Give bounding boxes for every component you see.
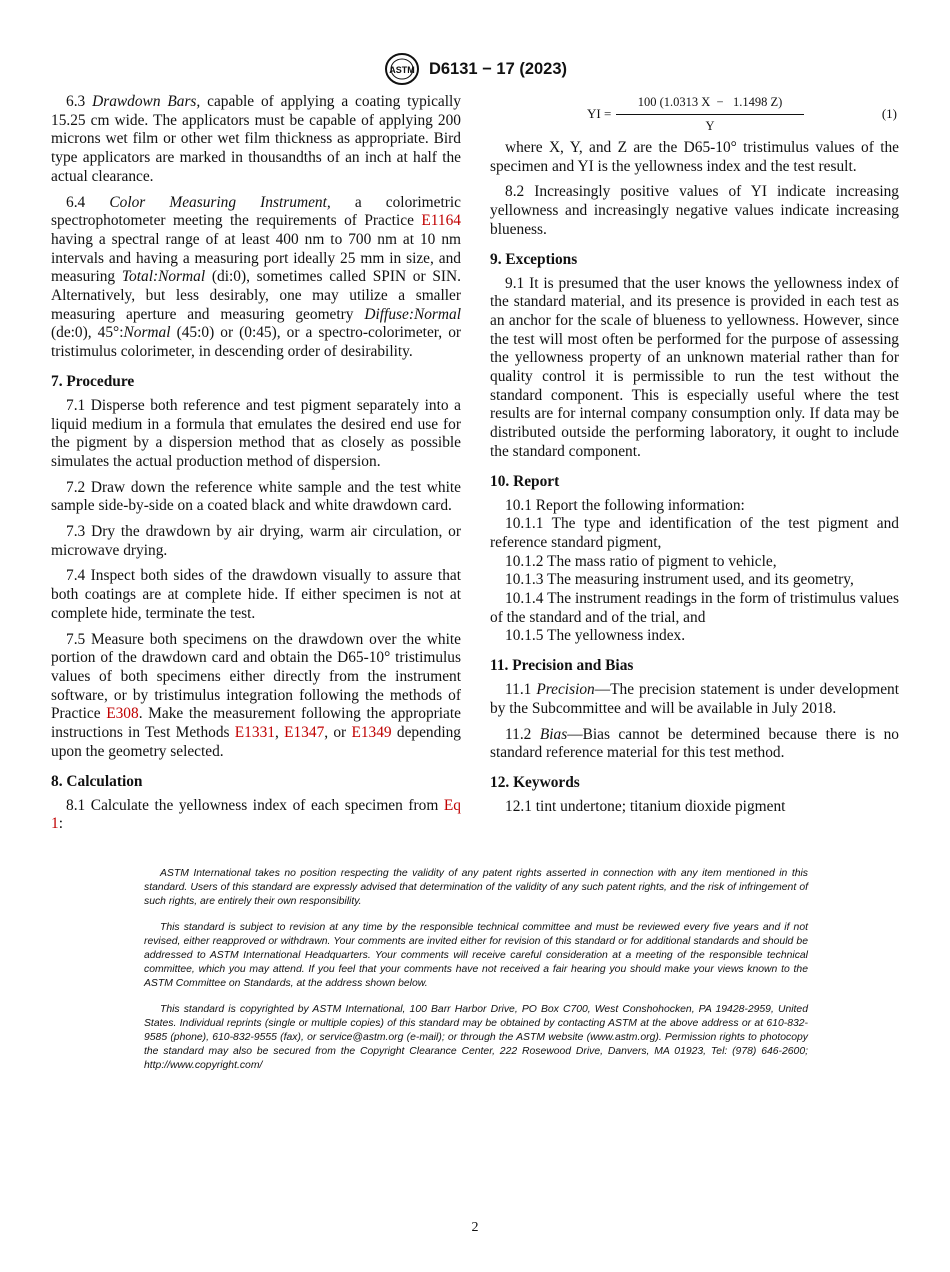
link-eq-1[interactable]: Eq 1 xyxy=(51,796,461,833)
report-item: 10.1 Report the following information: xyxy=(505,496,745,514)
revision-notice: This standard is subject to revision at any time by the responsible technical committee and must be reviewed every five years and if not revised, either reapproved or withdrawn. Your comments are invited either for revision of this standard or for additional standards and should be addressed to ASTM International Headquarters. Your comments will receive careful consideration at a meeting of the responsible technical committee, which you may attend. If you feel that your comments have not received a fair hearing you should make your views known to the ASTM Committee on Standards, at the address shown below. xyxy=(144,922,808,989)
equation-fraction xyxy=(616,93,804,135)
page-number: 2 xyxy=(471,1220,479,1235)
link-e308[interactable]: E308 xyxy=(106,705,139,723)
yellowness-equation xyxy=(490,93,899,135)
right-column xyxy=(490,93,899,824)
link-e1347[interactable]: E1347 xyxy=(284,724,325,742)
report-item: 10.1.4 The instrument readings in the form of tristimulus values of the standard and of the trial, and xyxy=(490,590,899,626)
report-item: 10.1.1 The type and identification of the test pigment and reference standard pigment, xyxy=(490,515,899,551)
equation-denominator: Y xyxy=(705,118,715,133)
section-7-2: 7.2 Draw down the reference white sample and the test white sample side-by-side on a coated black and white drawdown card. xyxy=(51,478,461,515)
report-item: 10.1.3 The measuring instrument used, and its geometry, xyxy=(505,571,854,589)
left-column xyxy=(51,93,461,841)
standard-designation: D6131 − 17 (2023) xyxy=(428,59,568,78)
section-10-heading: 10. Report xyxy=(490,472,560,490)
link-e1349[interactable]: E1349 xyxy=(351,724,392,742)
section-9-1: 9.1 It is presumed that the user knows the yellowness index of the standard material, and its presence is provided in each test as an anchor for the scale of blueness to yellowness. However, since the test will most often be performed for the purpose of assessing the yellowness property of an unknown material rather than for quality control it is permissible to run the test without the standard component. This is especially useful where the test results are for internal company consumption only. If data may be distributed outside the performing laboratory, it ought to include the standard component. xyxy=(490,274,899,460)
equation-number: (1) xyxy=(881,106,897,121)
link-e1164[interactable]: E1164 xyxy=(421,212,461,230)
section-7-3: 7.3 Dry the drawdown by air drying, warm air circulation, or microwave drying. xyxy=(51,523,461,559)
section-11-heading: 11. Precision and Bias xyxy=(490,657,634,675)
section-7-1: 7.1 Disperse both reference and test pigment separately into a liquid medium in a formula that emulates the desired end use for the pigment by a dispersion method that as closely as possible simulates the actual production method of dispersion. xyxy=(51,396,461,470)
section-7-4: 7.4 Inspect both sides of the drawdown visually to assure that both coatings are at complete hide. If either specimen is not at complete hide, terminate the test. xyxy=(51,567,461,622)
section-8-heading: 8. Calculation xyxy=(51,772,143,790)
section-8-1: 8.1 Calculate the yellowness index of each specimen from Eq 1: xyxy=(51,796,461,833)
astm-logo-icon xyxy=(383,52,421,86)
section-7-5: 7.5 Measure both specimens on the drawdown over the white portion of the drawdown card and obtain the D65-10° tristimulus values of both specimens either directly from the instrument software, or by tristimulus integration following the methods of Practice E308. Make the measurement following the appropriate instructions in Test Methods E1331, E1347, or E1349 depending upon the geometry selected. xyxy=(51,630,461,760)
equation-where: where X, Y, and Z are the D65-10° tristimulus values of the specimen and YI is the yellowness index and the test result. xyxy=(490,139,899,175)
copyright-notice: This standard is copyrighted by ASTM International, 100 Barr Harbor Drive, PO Box C700, West Conshohocken, PA 19428-2959, United States. Individual reprints (single or multiple copies) of this standard may be obtained by contacting ASTM at the above address or at 610-832-9585 (phone), 610-832-9555 (fax), or service@astm.org (e-mail); or through the ASTM website (www.astm.org). Permission rights to photocopy the standard may also be secured from the Copyright Clearance Center, 222 Rosewood Drive, Danvers, MA 01923, Tel: (978) 646-2600; http://www.copyright.com/ xyxy=(144,1004,808,1071)
section-7-heading: 7. Procedure xyxy=(51,372,135,390)
report-item: 10.1.2 The mass ratio of pigment to vehicle, xyxy=(505,552,777,570)
section-9-heading: 9. Exceptions xyxy=(490,250,578,268)
section-12-1: 12.1 tint undertone; titanium dioxide pigment xyxy=(505,797,786,815)
svg-text:ASTM: ASTM xyxy=(389,65,415,75)
equation-numerator: 100 (1.0313 X − 1.1498 Z) xyxy=(616,93,804,115)
section-11-1: 11.1 Precision—The precision statement is under development by the Subcommittee and will be available in July 2018. xyxy=(490,681,899,717)
section-6-4: 6.4 Color Measuring Instrument, a colorimetric spectrophotometer meeting the requirements of Practice E1164 having a spectral range of at least 400 nm to 700 nm at 10 nm intervals and having a measuring port ideally 25 mm in size, and measuring Total:Normal (di:0), sometimes called SPIN or SIN. Alternatively, but less desirably, one may utilize a smaller measuring aperture and measuring geometry Diffuse:Normal (de:0), 45°:Normal (45:0) or (0:45), or a spectro-colorimeter, or tristimulus colorimeter, in descending order of desirability. xyxy=(51,193,462,361)
report-item: 10.1.5 The yellowness index. xyxy=(505,627,686,645)
patent-notice: ASTM International takes no position respecting the validity of any patent rights asserted in connection with any item mentioned in this standard. Users of this standard are expressly advised that determination of the validity of any such patent rights, and the risk of infringement of such rights, are entirely their own responsibility. xyxy=(144,868,808,907)
page-header xyxy=(0,52,950,86)
section-6-3: 6.3 Drawdown Bars, capable of applying a coating typically 15.25 cm wide. The applicators must be capable of applying 200 microns wet film or other wet film thickness as appropriate. Bird type applicators are marked in thousandths of an inch at half the actual clearance. xyxy=(51,93,461,185)
section-11-2: 11.2 Bias—Bias cannot be determined because there is no standard reference material for this test method. xyxy=(490,725,899,762)
equation-lhs: YI = xyxy=(587,106,612,121)
section-8-2: 8.2 Increasingly positive values of YI indicate increasing yellowness and increasingly negative values indicate increasing blueness. xyxy=(490,183,899,238)
legal-notices xyxy=(144,867,808,1085)
section-12-heading: 12. Keywords xyxy=(490,773,580,791)
link-e1331[interactable]: E1331 xyxy=(234,724,275,742)
